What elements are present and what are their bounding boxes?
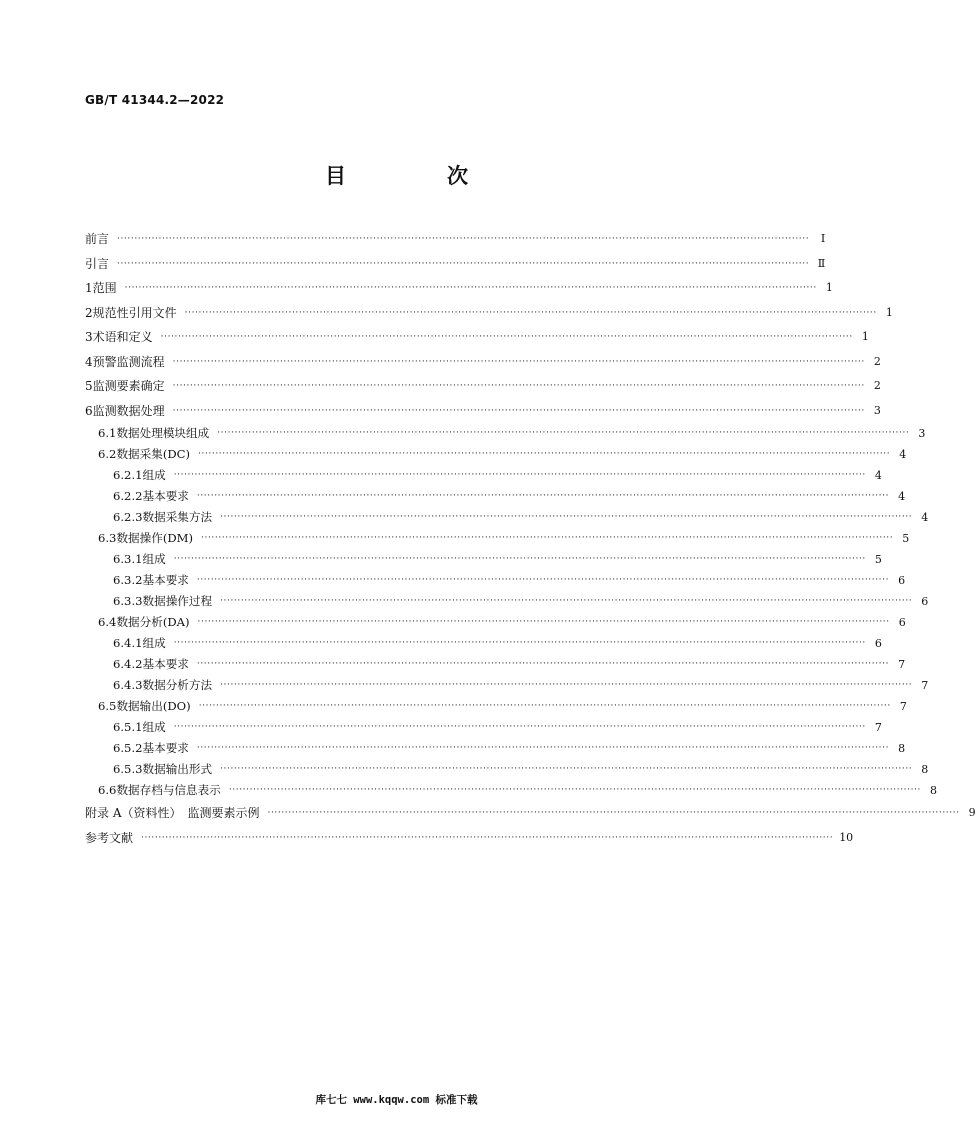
toc-entry[interactable] (85, 423, 926, 444)
toc-entry[interactable] (85, 444, 907, 465)
toc-entry-number: 6.4.1 (113, 636, 143, 650)
toc-entry-title: 数据输出(DO) (116, 699, 191, 713)
table-of-contents (85, 227, 976, 850)
toc-entry-number: 6.2.2 (113, 489, 143, 503)
toc-entry[interactable] (85, 252, 826, 277)
toc-entry[interactable] (85, 325, 869, 350)
toc-entry-page: Ⅱ (817, 256, 826, 270)
toc-entry-title: 引言 (85, 256, 110, 271)
toc-entry[interactable] (85, 486, 906, 507)
toc-entry-number: 6.3.1 (113, 552, 143, 566)
toc-leader-dots: ········································································································································································································ (198, 449, 891, 459)
toc-entry-title: 附录 A（资料性） 监测要素示例 (85, 806, 260, 820)
toc-entry-page: 6 (898, 574, 906, 587)
toc-leader-dots: ········································································································································································································ (173, 722, 866, 732)
toc-entry[interactable] (85, 801, 976, 826)
toc-entry-page: 1 (861, 330, 869, 343)
toc-entry[interactable] (85, 633, 882, 654)
toc-entry[interactable] (85, 350, 881, 375)
toc-entry[interactable] (85, 717, 882, 738)
toc-leader-dots: ········································································································································································································ (172, 356, 865, 367)
toc-entry-number: 2 (85, 305, 93, 320)
toc-leader-dots: ········································································································································································································ (220, 764, 913, 774)
toc-entry-title: 数据操作过程 (142, 594, 213, 608)
toc-leader-dots: ········································································································································································································ (172, 405, 865, 416)
toc-entry-title: 数据采集方法 (142, 510, 213, 524)
toc-entry-title: 数据处理模块组成 (116, 426, 210, 440)
toc-entry[interactable] (85, 738, 906, 759)
toc-entry-page: 8 (898, 742, 906, 755)
toc-entry-number: 3 (85, 330, 93, 344)
toc-entry-page: 1 (885, 305, 893, 319)
toc-leader-dots: ········································································································································································································ (160, 332, 853, 342)
toc-entry-number: 6.2.1 (113, 468, 143, 482)
toc-entry-page: 3 (918, 427, 926, 440)
toc-entry-title: 规范性引用文件 (92, 305, 177, 320)
toc-leader-dots: ········································································································································································································ (173, 638, 866, 648)
toc-leader-dots: ········································································································································································································ (184, 307, 877, 318)
toc-entry-number: 6.5.1 (113, 720, 143, 734)
toc-entry[interactable] (85, 591, 929, 612)
toc-entry[interactable] (85, 465, 882, 486)
toc-entry[interactable] (85, 374, 881, 399)
toc-entry[interactable] (85, 399, 881, 424)
toc-entry-number: 5 (85, 379, 93, 393)
toc-entry-number: 1 (85, 281, 93, 295)
toc-entry-number: 6.5.2 (113, 741, 143, 755)
toc-entry-page: 7 (899, 700, 907, 713)
toc-entry-number: 6.2.3 (113, 510, 143, 524)
toc-entry-number: 6.5 (98, 699, 117, 713)
toc-leader-dots: ········································································································································································································ (267, 808, 960, 818)
toc-leader-dots: ········································································································································································································ (196, 575, 890, 585)
toc-entry[interactable] (85, 301, 893, 326)
toc-entry-title: 数据分析(DA) (116, 615, 190, 629)
toc-leader-dots: ········································································································································································································ (124, 283, 817, 293)
toc-entry-number: 6.5.3 (113, 762, 143, 776)
toc-entry-page: 5 (874, 553, 882, 566)
toc-entry-page: 7 (874, 721, 882, 734)
toc-entry[interactable] (85, 759, 929, 780)
toc-entry[interactable] (85, 696, 907, 717)
toc-entry-number: 6.4.3 (113, 678, 143, 692)
toc-leader-dots: ········································································································································································································ (198, 701, 891, 711)
toc-entry-title: 基本要求 (142, 489, 189, 503)
toc-entry-title: 基本要求 (142, 657, 189, 671)
toc-entry-title: 监测数据处理 (92, 403, 165, 418)
toc-entry-page: 6 (898, 616, 906, 629)
toc-entry-title: 组成 (142, 636, 166, 650)
toc-entry-page: Ⅰ (820, 232, 826, 245)
toc-entry-title: 术语和定义 (92, 330, 153, 344)
toc-leader-dots: ········································································································································································································ (197, 617, 890, 627)
toc-entry-page: 7 (921, 679, 929, 692)
toc-entry-title: 预警监测流程 (92, 354, 165, 369)
toc-entry-number: 6.2 (98, 447, 117, 461)
standard-code: GB/T 41344.2—2022 (85, 93, 225, 107)
toc-title: 目 次 (325, 163, 508, 188)
toc-entry-page: 4 (874, 469, 882, 482)
toc-entry-number: 6.4 (98, 615, 117, 629)
toc-leader-dots: ········································································································································································································ (217, 428, 910, 438)
toc-entry[interactable] (85, 612, 906, 633)
toc-entry-page: 4 (921, 511, 929, 524)
toc-entry-page: 4 (898, 490, 906, 503)
footer-watermark: 库七七 www.kqqw.com 标准下载 (315, 1094, 478, 1106)
toc-leader-dots: ········································································································································································································ (117, 258, 810, 269)
toc-entry-title: 组成 (142, 720, 166, 734)
toc-leader-dots: ········································································································································································································ (228, 785, 921, 795)
toc-entry-page: 1 (825, 281, 833, 294)
toc-entry-page: 9 (968, 806, 976, 819)
toc-leader-dots: ········································································································································································································ (220, 680, 913, 690)
toc-entry-number: 6.6 (98, 783, 117, 797)
toc-leader-dots: ········································································································································································································ (220, 596, 913, 606)
toc-entry[interactable] (85, 780, 937, 801)
toc-entry-page: 8 (929, 784, 937, 797)
toc-entry-title: 范围 (92, 281, 117, 295)
toc-leader-dots: ········································································································································································································ (117, 234, 810, 244)
toc-entry[interactable] (85, 507, 929, 528)
toc-entry-title: 数据采集(DC) (116, 447, 191, 461)
toc-entry-number: 6.3 (98, 531, 117, 545)
toc-entry-page: 6 (874, 637, 882, 650)
toc-entry-title: 参考文献 (85, 830, 134, 845)
toc-leader-dots: ········································································································································································································ (173, 470, 866, 480)
toc-entry-title: 基本要求 (142, 741, 189, 755)
toc-leader-dots: ········································································································································································································ (196, 491, 890, 501)
toc-entry-number: 6 (85, 403, 93, 418)
toc-entry-page: 2 (873, 354, 881, 368)
toc-entry[interactable] (85, 528, 910, 549)
toc-entry[interactable] (85, 570, 906, 591)
toc-entry-title: 数据存档与信息表示 (116, 783, 221, 797)
toc-entry-page: 4 (899, 448, 907, 461)
toc-entry-title: 监测要素确定 (92, 379, 165, 393)
toc-entry-page: 8 (921, 763, 929, 776)
toc-entry-page: 5 (902, 532, 910, 545)
toc-leader-dots: ········································································································································································································ (196, 743, 890, 753)
toc-entry-number: 6.4.2 (113, 657, 143, 671)
toc-entry-page: 6 (921, 595, 929, 608)
toc-entry-number: 4 (85, 354, 93, 369)
toc-entry[interactable] (85, 227, 826, 252)
toc-leader-dots: ········································································································································································································ (141, 832, 834, 843)
toc-entry-title: 前言 (85, 232, 110, 246)
toc-entry-page: 7 (898, 658, 906, 671)
toc-entry-page: 2 (873, 379, 881, 392)
toc-leader-dots: ········································································································································································································ (196, 659, 890, 669)
toc-entry[interactable] (85, 826, 854, 851)
toc-leader-dots: ········································································································································································································ (220, 512, 913, 522)
toc-entry-page: 3 (873, 403, 881, 417)
toc-entry-number: 6.3.3 (113, 594, 143, 608)
toc-entry[interactable] (85, 276, 833, 301)
toc-leader-dots: ········································································································································································································ (173, 554, 866, 564)
toc-entry-number: 6.3.2 (113, 573, 143, 587)
toc-leader-dots: ········································································································································································································ (172, 381, 865, 391)
toc-entry-number: 6.1 (98, 426, 117, 440)
toc-entry-title: 数据操作(DM) (116, 531, 194, 545)
toc-entry-title: 基本要求 (142, 573, 189, 587)
toc-entry-title: 组成 (142, 552, 166, 566)
toc-entry-page: 10 (839, 830, 854, 844)
toc-entry[interactable] (85, 654, 906, 675)
toc-entry-title: 数据输出形式 (142, 762, 213, 776)
toc-entry[interactable] (85, 549, 882, 570)
toc-entry-title: 组成 (142, 468, 166, 482)
toc-entry-title: 数据分析方法 (142, 678, 213, 692)
toc-entry[interactable] (85, 675, 929, 696)
toc-leader-dots: ········································································································································································································ (201, 533, 894, 543)
